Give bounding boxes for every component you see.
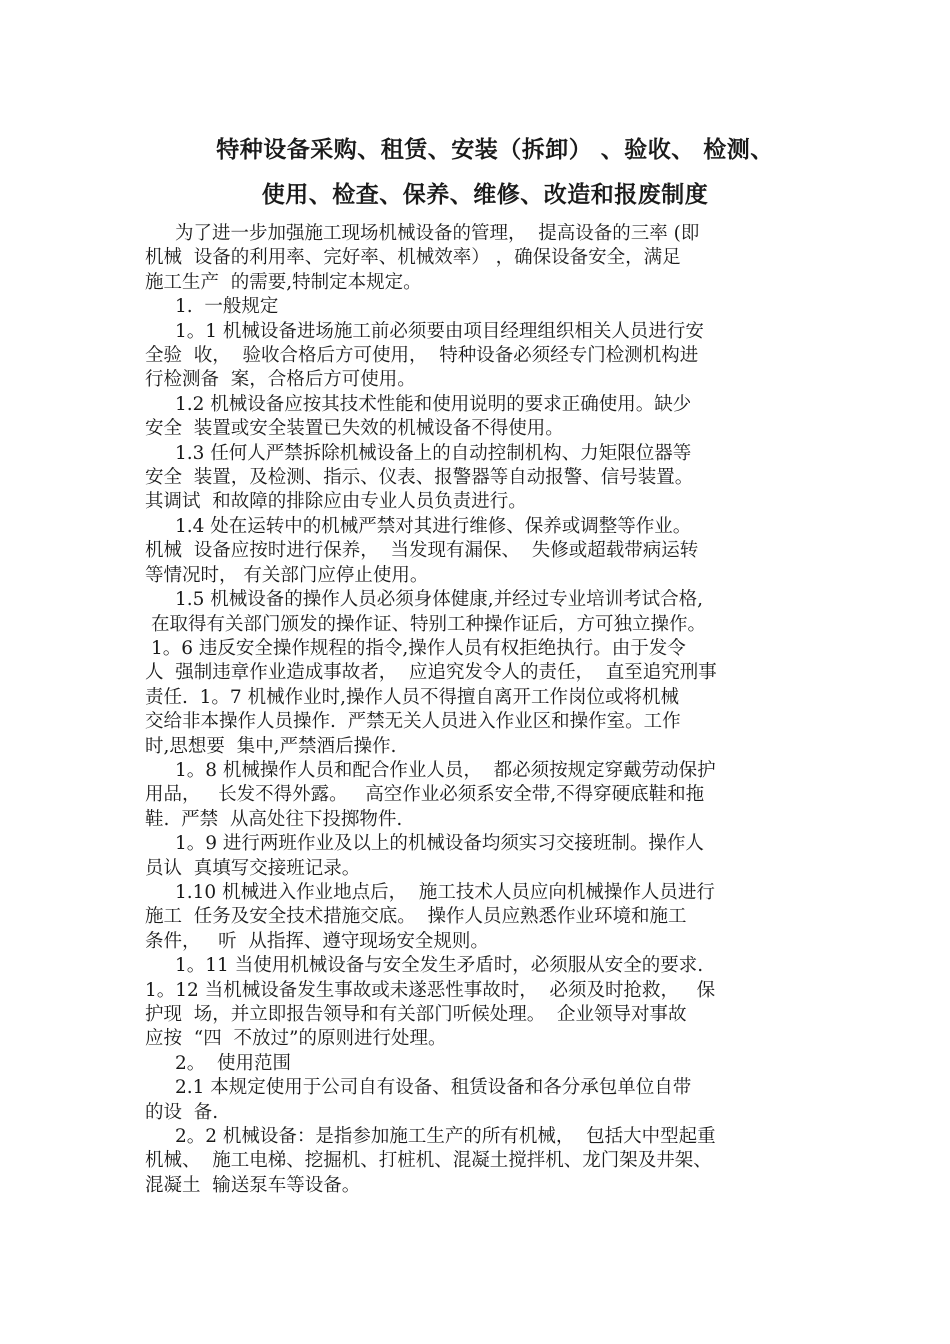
body-text-line: 用品， 长发不得外露。 高空作业必须系安全带,不得穿硬底鞋和拖 [145, 784, 705, 806]
body-text-line: 2。 使用范围 [175, 1052, 292, 1074]
body-text-line: 1。12 当机械设备发生事故或未遂恶性事故时， 必须及时抢救， 保 [145, 979, 716, 1001]
body-text-line: 的设 备. [145, 1101, 219, 1123]
body-text-line: 1.2 机械设备应按其技术性能和使用说明的要求正确使用。缺少 [175, 393, 692, 415]
body-text-line: 施工生产 的需要,特制定本规定。 [145, 271, 422, 293]
body-text-line: 条件， 听 从指挥、遵守现场安全规则。 [145, 930, 489, 952]
document-body [145, 222, 825, 1198]
body-text-line: 1.10 机械进入作业地点后， 施工技术人员应向机械操作人员进行 [175, 881, 715, 903]
body-text-line: 机械、 施工电梯、挖掘机、打桩机、混凝土搅拌机、龙门架及井架、 [145, 1150, 712, 1172]
body-text-line: 在取得有关部门颁发的操作证、特别工种操作证后，方可独立操作。 [151, 613, 707, 635]
body-text-line: 混凝土 输送泵车等设备。 [145, 1174, 361, 1196]
body-text-line: 时,思想要 集中,严禁酒后操作. [145, 735, 397, 757]
body-text-line: 护现 场，并立即报告领导和有关部门听候处理。 企业领导对事故 [145, 1004, 687, 1025]
document-page [145, 128, 825, 1198]
body-text-line: 机械 设备的利用率、完好率、机械效率） ，确保设备安全，满足 [145, 247, 681, 269]
body-text-line: 1.5 机械设备的操作人员必须身体健康,并经过专业培训考试合格, [175, 589, 704, 611]
body-text-line: 交给非本操作人员操作. 严禁无关人员进入作业区和操作室。工作 [145, 711, 681, 733]
body-text-line: 机械 设备应按时进行保养， 当发现有漏保、 失修或超载带病运转 [145, 540, 699, 562]
body-text-line: 1。6 违反安全操作规程的指令,操作人员有权拒绝执行。由于发令 [151, 637, 686, 659]
document-title-line-1: 特种设备采购、租赁、安装（拆卸） 、验收、 检测、 [216, 137, 774, 163]
body-text-line: 员认 真填写交接班记录。 [145, 857, 361, 879]
body-text-line: 行检测备 案，合格后方可使用。 [145, 369, 416, 391]
body-text-line: 鞋. 严禁 从高处往下投掷物件. [145, 808, 403, 830]
body-text-line: 安全 装置或安全装置已失效的机械设备不得使用。 [145, 418, 564, 440]
body-text-line: 施工 任务及安全技术措施交底。 操作人员应熟悉作业环境和施工 [145, 906, 687, 928]
body-text-line: 1.4 处在运转中的机械严禁对其进行维修、保养或调整等作业。 [175, 515, 692, 537]
body-text-line: 等情况时， 有关部门应停止使用。 [145, 564, 429, 586]
body-text-line: 1。1 机械设备进场施工前必须要由项目经理组织相关人员进行安 [175, 320, 704, 342]
body-text-line: 2。2 机械设备：是指参加施工生产的所有机械， 包括大中型起重 [175, 1126, 716, 1148]
body-text-line: 1。11 当使用机械设备与安全发生矛盾时，必须服从安全的要求. [175, 955, 704, 977]
document-title-line-2: 使用、检查、保养、维修、改造和报废制度 [261, 182, 709, 208]
body-text-line: 全验 收， 验收合格后方可使用， 特种设备必须经专门检测机构进 [145, 345, 699, 367]
body-text-line: 1。8 机械操作人员和配合作业人员， 都必须按规定穿戴劳动保护 [175, 759, 716, 781]
body-text-line: 其调试 和故障的排除应由专业人员负责进行。 [145, 491, 527, 513]
body-text-line: 1.3 任何人严禁拆除机械设备上的自动控制机构、力矩限位器等 [175, 442, 692, 464]
body-text-line: 责任. 1。7 机械作业时,操作人员不得擅自离开工作岗位或将机械 [145, 686, 679, 708]
body-text-line: 1. 一般规定 [175, 296, 279, 318]
body-text-line: 人 强制违章作业造成事故者， 应追究发令人的责任， 直至追究刑事 [145, 662, 717, 684]
body-text-line: 安全 装置，及检测、指示、仪表、报警器等自动报警、信号装置。 [145, 467, 694, 489]
body-text-line: 为了进一步加强施工现场机械设备的管理， 提高设备的三率 (即 [175, 223, 700, 244]
body-text-line: 2.1 本规定使用于公司自有设备、租赁设备和各分承包单位自带 [175, 1077, 692, 1099]
body-text-line: 应按 “四 不放过”的原则进行处理。 [145, 1028, 447, 1050]
body-text-line: 1。9 进行两班作业及以上的机械设备均须实习交接班制。操作人 [175, 833, 704, 855]
